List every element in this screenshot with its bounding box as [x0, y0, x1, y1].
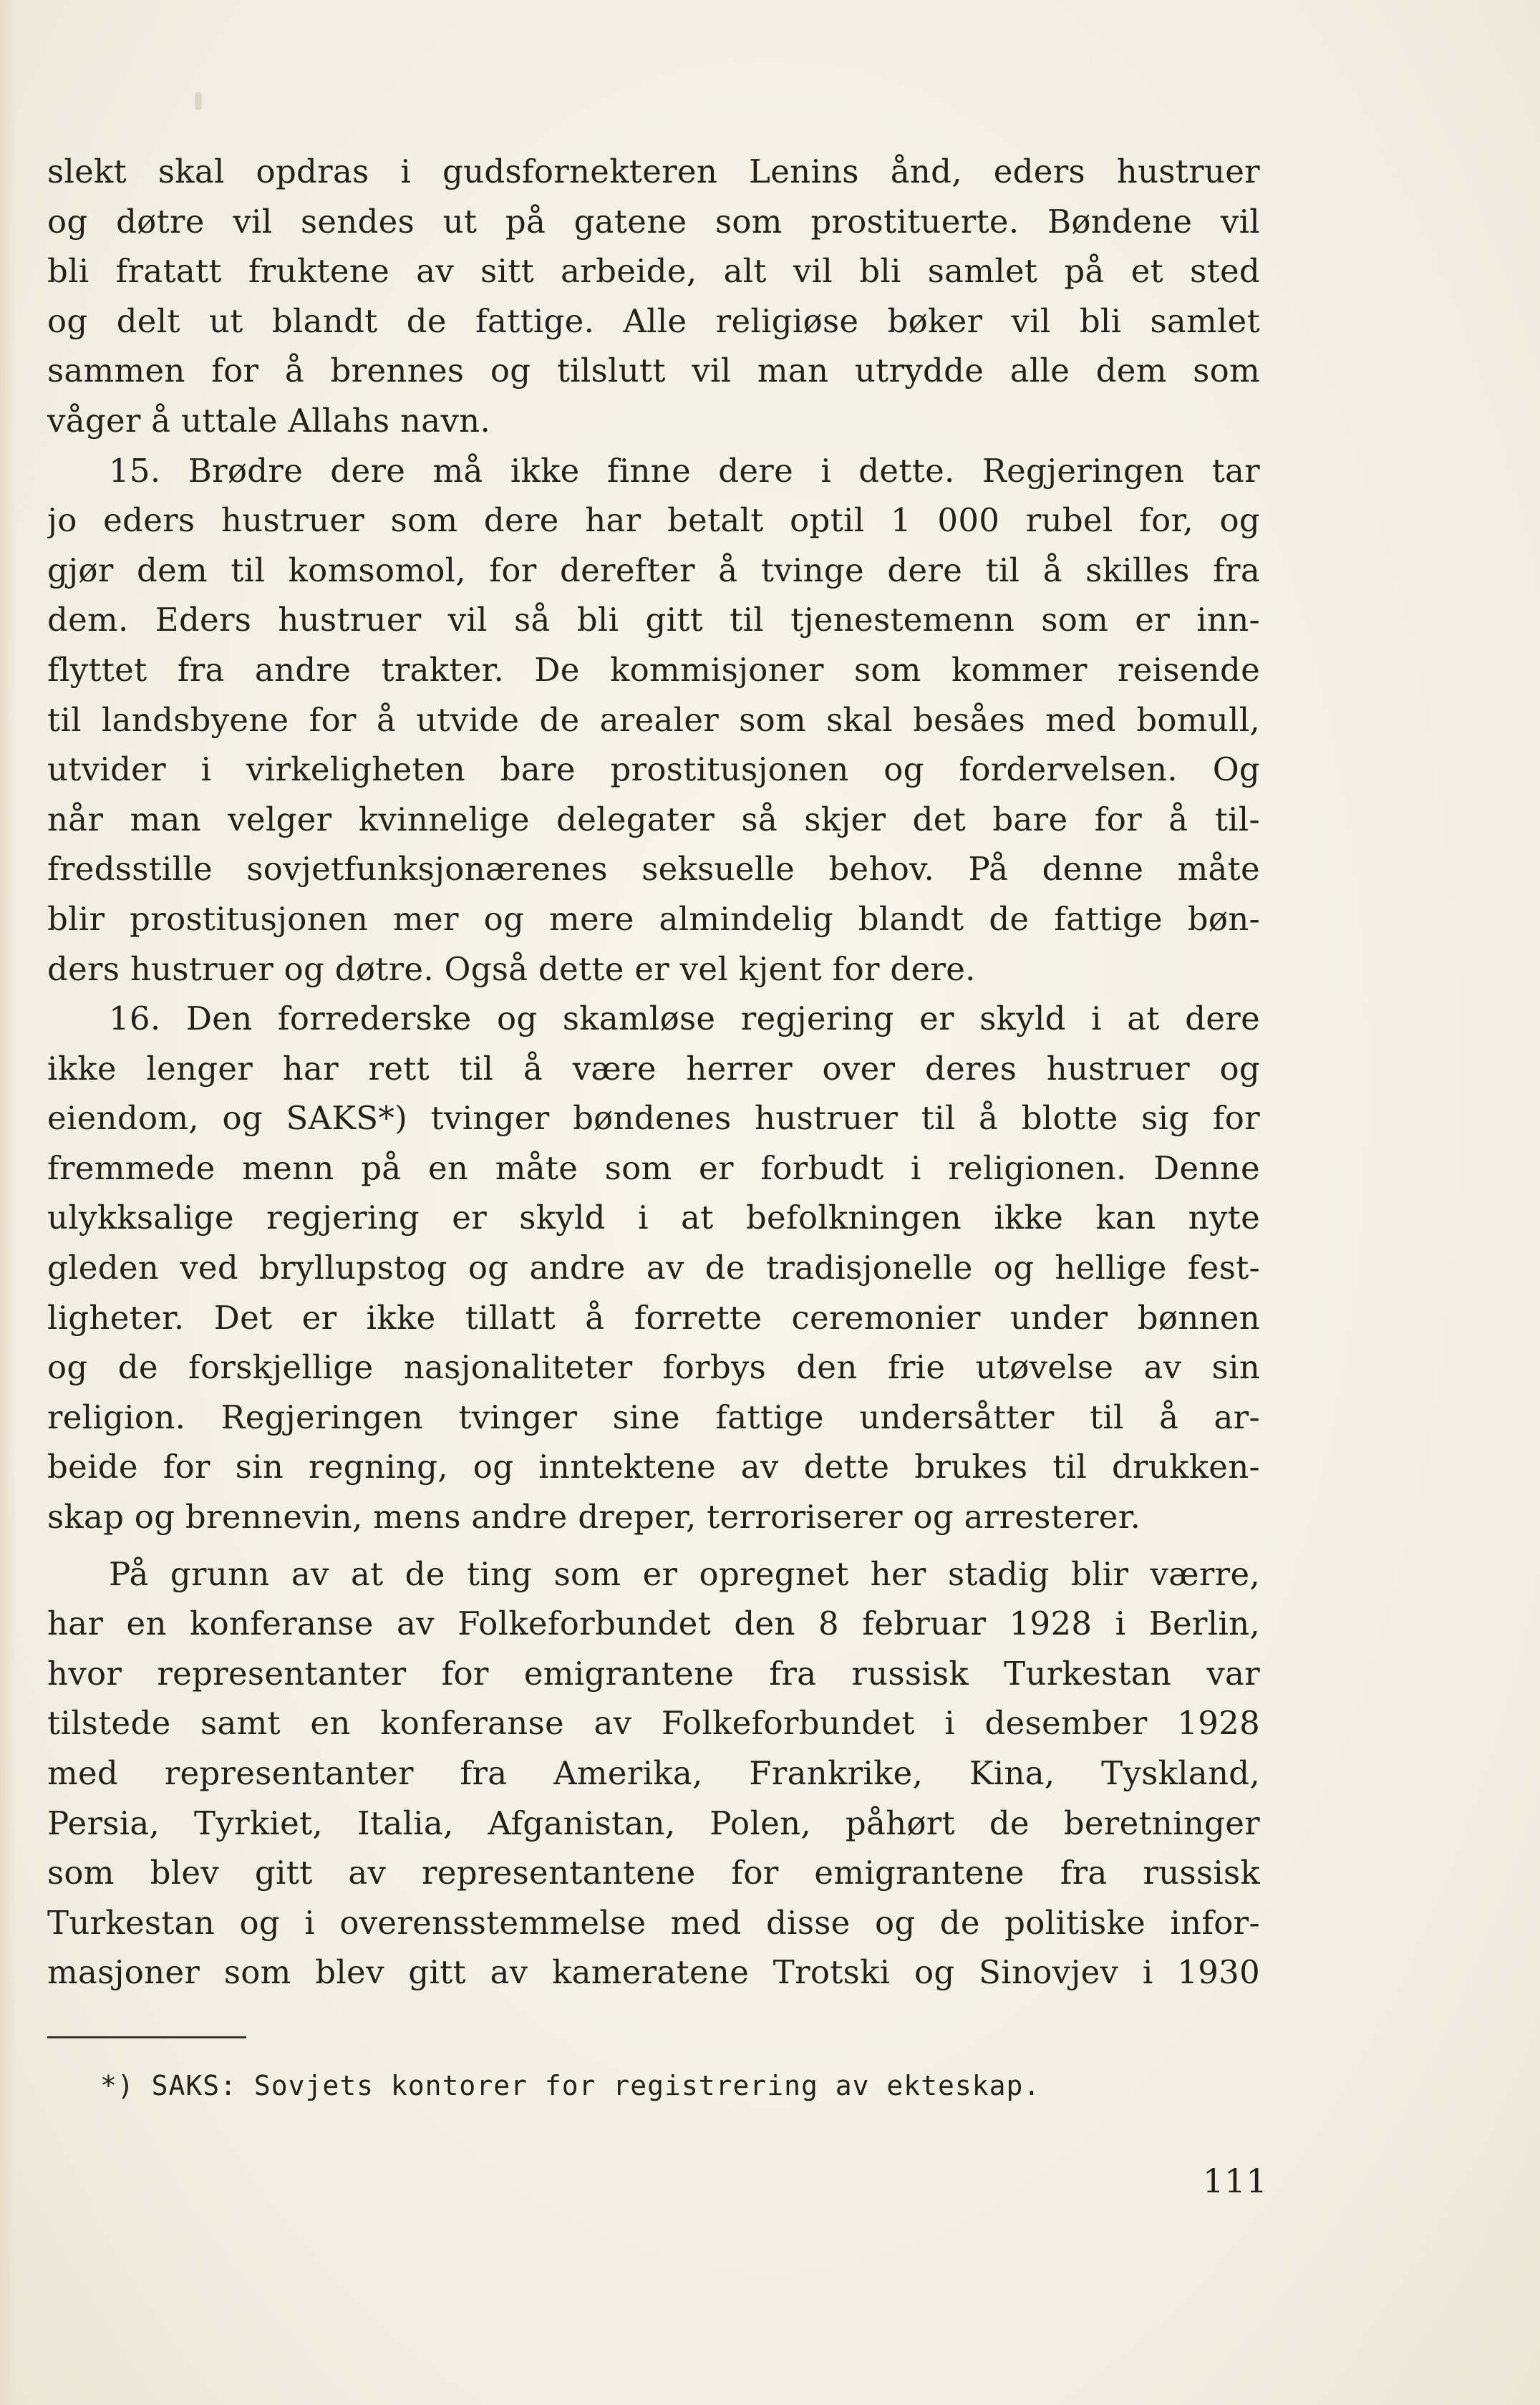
text-line: skap og brennevin, mens andre dreper, terroriserer og arresterer.	[47, 1498, 1141, 1537]
footnote: *) SAKS: Sovjets kontorer for registrering av ekteskap.	[100, 2070, 1041, 2101]
text-line: blir prostitusjonen mer og mere almindelig blandt de fattige bøn-	[47, 899, 1260, 938]
text-line: beide for sin regning, og inntektene av dette brukes til drukken-	[47, 1448, 1260, 1486]
text-line: dem. Eders hustruer vil så bli gitt til tjenestemenn som er inn-	[47, 601, 1260, 639]
text-line: sammen for å brennes og tilslutt vil man utrydde alle dem som	[47, 352, 1260, 390]
paragraph-15-start: 15. Brødre dere må ikke finne dere i dette. Regjeringen tar	[109, 451, 1260, 490]
text-line: bli fratatt fruktene av sitt arbeide, alt vil bli samlet på et sted	[47, 252, 1260, 291]
text-line: ulykksalige regjering er skyld i at befolkningen ikke kan nyte	[47, 1199, 1260, 1237]
text-line: religion. Regjeringen tvinger sine fattige undersåtter til å ar-	[47, 1398, 1260, 1436]
text-line: slekt skal opdras i gudsfornekteren Lenins ånd, eders hustruer	[47, 153, 1260, 190]
text-line: Persia, Tyrkiet, Italia, Afganistan, Polen, påhørt de beretninger	[47, 1804, 1260, 1842]
text-line: gleden ved bryllupstog og andre av de tradisjonelle og hellige fest-	[47, 1249, 1260, 1287]
text-line: masjoner som blev gitt av kameratene Trotski og Sinovjev i 1930	[47, 1953, 1260, 1992]
text-line: våger å uttale Allahs navn.	[47, 401, 491, 440]
text-line: gjør dem til komsomol, for derefter å tvinge dere til å skilles fra	[47, 551, 1260, 589]
text-line: og døtre vil sendes ut på gatene som prostituerte. Bøndene vil	[47, 202, 1260, 241]
text-line: hvor representanter for emigrantene fra russisk Turkestan var	[47, 1654, 1260, 1693]
text-line: til landsbyene for å utvide de arealer som skal besåes med bomull,	[47, 700, 1260, 739]
footnote-rule	[47, 2036, 246, 2038]
text-line: og delt ut blandt de fattige. Alle religiøse bøker vil bli samlet	[47, 301, 1260, 340]
body-text	[47, 147, 1260, 1998]
page-edge-shadow	[0, 0, 16, 2405]
text-line: som blev gitt av representantene for emigrantene fra russisk	[47, 1854, 1260, 1892]
paper-speck	[195, 92, 202, 110]
text-line: fredsstille sovjetfunksjonærenes seksuelle behov. På denne måte	[47, 850, 1260, 889]
paragraph-16-start: 16. Den forrederske og skamløse regjering er skyld i at dere	[109, 1000, 1260, 1038]
text-line: Turkestan og i overensstemmelse med disse og de politiske infor-	[47, 1903, 1260, 1942]
text-line: har en konferanse av Folkeforbundet den 8 februar 1928 i Berlin,	[47, 1605, 1260, 1643]
text-line: ikke lenger har rett til å være herrer over deres hustruer og	[47, 1049, 1260, 1088]
text-line: flyttet fra andre trakter. De kommisjoner som kommer reisende	[47, 650, 1260, 689]
text-line: utvider i virkeligheten bare prostitusjonen og fordervelsen. Og	[47, 750, 1260, 789]
text-line: tilstede samt en konferanse av Folkeforbundet i desember 1928	[47, 1704, 1260, 1743]
paragraph-start: På grunn av at de ting som er opregnet her stadig blir værre,	[109, 1554, 1260, 1593]
paragraph-gap	[47, 1542, 1260, 1549]
text-line: ligheter. Det er ikke tillatt å forrette ceremonier under bønnen	[47, 1298, 1260, 1337]
text-line: og de forskjellige nasjonaliteter forbys den frie utøvelse av sin	[47, 1348, 1260, 1387]
text-line: eiendom, og SAKS*) tvinger bøndenes hustruer til å blotte sig for	[47, 1099, 1260, 1138]
page-number: 111	[1203, 2162, 1268, 2200]
text-line: med representanter fra Amerika, Frankrike, Kina, Tyskland,	[47, 1754, 1260, 1792]
text-line: ders hustruer og døtre. Også dette er vel kjent for dere.	[47, 949, 976, 988]
text-line: fremmede menn på en måte som er forbudt i religionen. Denne	[47, 1148, 1260, 1187]
text-line: jo eders hustruer som dere har betalt optil 1 000 rubel for, og	[47, 501, 1260, 540]
text-line: når man velger kvinnelige delegater så skjer det bare for å til-	[47, 800, 1260, 838]
